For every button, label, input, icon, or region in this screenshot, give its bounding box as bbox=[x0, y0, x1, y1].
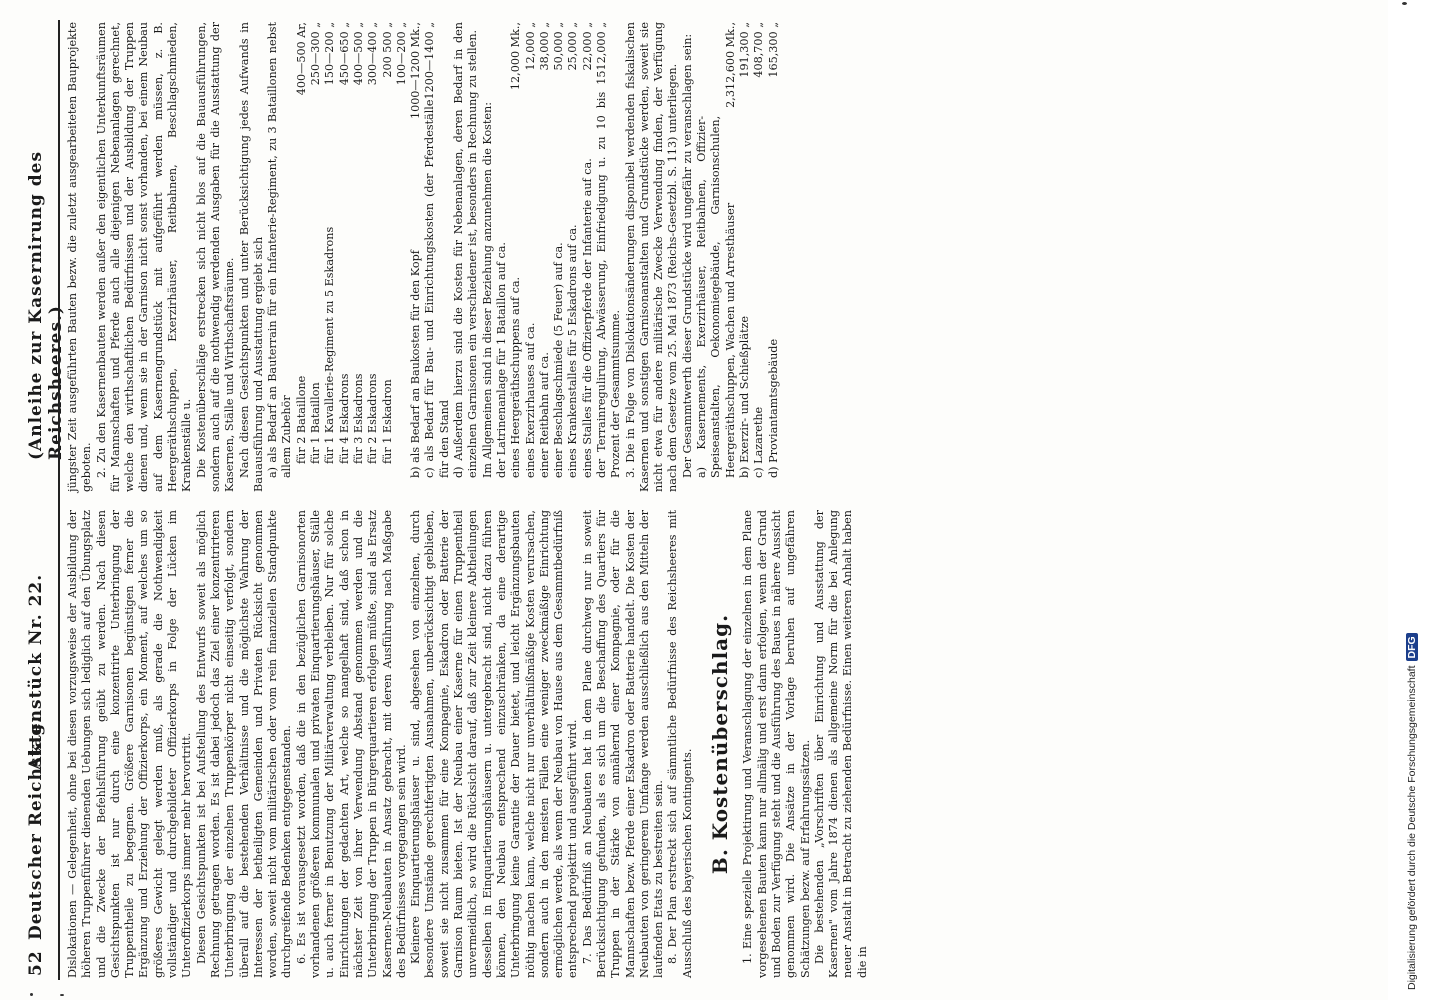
paragraph: Kleinere Einquartierungshäuser u. sind, abgesehen von einzelnen, durch besondere Umstände gerechtfertigten Ausnahmen, unberücksichtigt geblieben, soweit sie nicht zusammen für eine Kompagnie, Eskadron oder Batterie der Garnison Raum bieten. Ist der Neubau einer Kaserne für einen Truppentheil unvermeidlich, so wird die Rücksicht darauf, daß zur Zeit kleinere Abtheilungen desselben in Einquartierungshäusern u. untergebracht sind, nicht dazu führen können, den Neubau entsprechend einzuschränken, da eine derartige Unterbringung keine Garantie der Dauer bietet, und leicht Ergänzungsbauten nöthig machen kann, welche nicht nur unverhältnißmäßige Kosten verursachen, sondern auch in den meisten Fällen eine weniger zweckmäßige Einrichtung ermöglichen werde, als wenn der Neubau von Hause aus dem Gesammtbedürfniß entsprechend projektirt und ausgeführt wird. bbox=[409, 510, 580, 978]
paragraph: jüngster Zeit ausgeführten Bauten bezw. die zuletzt ausgearbeiteten Bauprojekte geboten. bbox=[66, 22, 94, 492]
row-label: d) Proviantamtsgebäude bbox=[766, 338, 780, 478]
row-value: 22,000 „ bbox=[580, 22, 594, 71]
list-intro: der Latrinenanlage für 1 Bataillon auf ca. bbox=[494, 242, 508, 478]
value-list bbox=[695, 22, 781, 492]
row-value: 300—400 „ bbox=[366, 22, 380, 86]
paragraph: Die Kostenüberschläge erstrecken sich nicht blos auf die Bauausführungen, sondern auch auf die nothwendig werdenden Ausgaben für die Ausstattung der Kasernen, Ställe und Wirthschaftsräume. bbox=[194, 22, 237, 492]
paragraph: Die bestehenden „Vorschriften über Einrichtung und Ausstattung der Kasernen" vom Jahre 1874 dienen als allgemeine Norm für die bei Anlegung neuer Anstalt in Betracht zu ziehenden Bedürfnisse. Einen weiteren Anhalt haben die in bbox=[812, 510, 869, 978]
row-label: für 1 Eskadron bbox=[380, 379, 394, 464]
list-item bbox=[595, 22, 624, 478]
row-value: 191,300 „ bbox=[737, 22, 751, 78]
list-item bbox=[524, 22, 538, 478]
row-label: b) Exerzir- und Schießplätze bbox=[737, 315, 751, 478]
row-value: 12,000 Mk., bbox=[509, 22, 523, 91]
row-label: für 2 Eskadrons bbox=[366, 373, 380, 464]
sidebar-credit-text: Digitalisierung gefördert durch die Deutsche Forschungsgemeinschaft bbox=[1406, 665, 1418, 990]
header-subject: (Anleihe zur Kasernirung des Reichsheeres.) bbox=[26, 150, 66, 460]
row-label: b) als Bedarf an Baukosten für den Kopf bbox=[409, 250, 423, 478]
row-value: 50,000 „ bbox=[552, 22, 566, 71]
item-d: d) Außerdem hierzu sind die Kosten für Nebenanlagen, deren Bedarf in den einzelnen Garnisonen ein verschiedener ist, besonders in Rechnung zu stellen. bbox=[452, 22, 480, 478]
item-b bbox=[409, 22, 423, 492]
scan-speck bbox=[60, 994, 64, 996]
paragraph: 7. Das Bedürfniß an Neubauten hat in dem Plane durchweg nur in soweit Berücksichtigung gefunden, als es sich um die Beschaffung des Quartiers für Truppen in der Stärke von annähernd einer Kompagnie, oder für die Mannschaften bezw. Pferde einer Eskadron oder Batterie handelt. Die Kosten der Neubauten von geringerem Umfange werden ausschließlich aus den Mitteln der laufenden Etats zu bestreiten sein. bbox=[580, 510, 666, 978]
row-label: eines Krankenstalles für 5 Eskadrons auf ca. bbox=[566, 224, 580, 478]
page-header bbox=[20, 20, 66, 980]
list-item bbox=[695, 22, 738, 478]
paragraph: Im Allgemeinen sind in dieser Beziehung anzunehmen die Kosten: bbox=[480, 101, 494, 478]
paragraph: Nach diesen Gesichtspunkten und unter Berücksichtigung jedes Aufwands in Bauausführung und Ausstattung ergiebt sich bbox=[237, 22, 265, 492]
row-value: 12,000 „ bbox=[594, 22, 608, 71]
list-item bbox=[352, 22, 366, 464]
row-value: 12,000 „ bbox=[523, 22, 537, 71]
list-item bbox=[738, 22, 752, 478]
row-label: c) Lazarethe bbox=[752, 406, 766, 478]
row-label: a) Kasernements, Exerzirhäuser, Reitbahnen, Offizier-Speiseanstalten, Oekonomiegebäude, Garnisonschulen, Heergeräthschuppen, Wachen und Arresthäuser bbox=[695, 115, 737, 478]
list-item bbox=[581, 22, 595, 478]
row-value: 408,700 „ bbox=[752, 22, 766, 78]
section-heading: B. Kostenüberschlag. bbox=[708, 613, 733, 875]
row-label: für 2 Bataillone bbox=[294, 375, 308, 464]
header-rule bbox=[58, 20, 60, 980]
row-value: 250—300 „ bbox=[309, 22, 323, 86]
row-value: 400—500 „ bbox=[351, 22, 365, 86]
row-value: 165,300 „ bbox=[766, 22, 780, 78]
row-value: 200 500 „ bbox=[380, 22, 394, 78]
row-label: für 4 Eskadrons bbox=[337, 373, 351, 464]
paragraph: 3. Die in Folge von Dislokationsänderungen disponibel werdenden fiskalischen Kasernen und sonstigen Garnisonanstalten und Grundstücke werden, soweit sie nicht etwa für andere militärische Zwecke Verwendung finden, der Verfügung nach dem Gesetze vom 25. Mai 1873 (Reichs-Gesetzbl. S. 113) unterliegen. bbox=[623, 22, 680, 492]
row-label: einer Beschlagschmiede (5 Feuer) auf ca. bbox=[552, 242, 566, 478]
scan-speck bbox=[30, 993, 33, 996]
row-value: 450—650 „ bbox=[337, 22, 351, 86]
row-label: für 1 Kavallerie-Regiment zu 5 Eskadrons bbox=[323, 226, 337, 464]
paragraph: 1. Eine spezielle Projektirung und Veranschlagung der einzelnen in dem Plane vorgesehenen Bauten kann nur allmälig und erst dann erfolgen, wenn der Grund und Boden zur Verfügung steht und die Ausführung des Baues in nähere Aussicht genommen wird. Die Ansätze in der Vorlage beruhen auf ungefähren Schätzungen bezw. auf Erfahrungssätzen. bbox=[741, 510, 812, 978]
cost-list bbox=[509, 22, 623, 492]
paragraph: Diesen Gesichtspunkten ist bei Aufstellung des Entwurfs soweit als möglich Rechnung getragen worden. Es ist dabei jedoch das Ziel einer konzentrirteren Unterbringung der einzelnen Truppenkörper nicht einseitig verfolgt, sondern überall auf die bestehenden Verhältnisse und die möglichste Wahrung der Interessen der betheiligten Gemeinden und Privaten Rücksicht genommen worden, soweit nicht vom militärischen oder vom rein finanziellen Standpunkte durchgreifende Bedenken entgegenstanden. bbox=[194, 510, 294, 978]
row-value: 25,000 „ bbox=[566, 22, 580, 71]
list-item bbox=[323, 22, 337, 464]
row-value: 2,312,600 Mk., bbox=[723, 22, 737, 108]
row-label: eines Exerzirhauses auf ca. bbox=[523, 322, 537, 478]
row-value: 38,000 „ bbox=[537, 22, 551, 71]
item-a: a) als Bedarf an Bauterrain für ein Infanterie-Regiment, zu 3 Bataillonen nebst allem Zubehör bbox=[266, 22, 294, 478]
row-value: 1200—1400 „ bbox=[423, 22, 437, 100]
paragraph: 8. Der Plan erstreckt sich auf sämmtliche Bedürfnisse des Reichsheeres mit Ausschluß des bayerischen Kontingents. bbox=[666, 510, 694, 978]
row-label: eines Stalles für die Offizierpferde der Infanterie auf ca. bbox=[580, 158, 594, 478]
list-item bbox=[338, 22, 352, 464]
left-column bbox=[66, 510, 870, 978]
row-value: 400—500 Ar, bbox=[294, 22, 308, 96]
list-item bbox=[566, 22, 580, 478]
list-item bbox=[752, 22, 766, 478]
list-item bbox=[381, 22, 395, 464]
row-label: einer Reitbahn auf ca. bbox=[537, 352, 551, 478]
list-item bbox=[509, 22, 523, 478]
list-item bbox=[395, 22, 409, 464]
dfg-logo: DFG bbox=[1406, 633, 1418, 661]
row-value: 100—200 „ bbox=[394, 22, 408, 86]
paragraph: 2. Zu den Kasernenbauten werden außer den eigentlichen Unterkunftsräumen für Mannschaften und Pferde auch alle diejenigen Nebenanlagen gerechnet, welche den wirthschaftlichen Bedürfnissen und der Ausbildung der Truppen dienen und, wenn sie in der Garnison nicht sonst vorhanden, bei einem Neubau auf dem Kasernengrundstück mit aufgeführt werden müssen, z. B. Heergeräthschuppen, Exerzirhäuser, Reitbahnen, Beschlagschmieden, Krankenställe u. bbox=[94, 22, 194, 492]
list-item bbox=[295, 22, 309, 464]
terrain-list bbox=[295, 22, 409, 492]
scan-speck bbox=[1402, 2, 1407, 5]
item-c bbox=[423, 22, 452, 492]
sidebar-credit bbox=[1406, 633, 1418, 990]
list-item bbox=[366, 22, 380, 464]
row-label: der Terrainregulirung, Abwässerung, Einfriedigung u. zu 10 bis 15 Prozent der Gesammtsumme. bbox=[594, 70, 623, 478]
list-item bbox=[767, 22, 781, 478]
paragraph: Dislokationen — Gelegenheit, ohne bei diesen vorzugsweise der Ausbildung der höheren Truppenführer dienenden Uebungen sich lediglich auf den Übungsplatz und die Zwecke der Befehlsführung geübt zu werden. Nach diesen Gesichtspunkten ist nur durch eine konzentrirte Unterbringung der Truppentheile zu begegnen. Größere Garnisonen begünstigen ferner die Ergänzung und Erziehung der Offizierkorps, ein Moment, auf welches um so größeres Gewicht gelegt werden muß, als gerade die Nothwendigkeit vollständiger und durchgebildeter Offizierkorps in Folge der Lücken im Unteroffizierkorps immer mehr hervortritt. bbox=[66, 510, 194, 978]
list-item bbox=[552, 22, 566, 478]
paragraph: Der Gesammtwerth dieser Grundstücke wird ungefähr zu veranschlagen sein: bbox=[680, 33, 694, 478]
list-item bbox=[309, 22, 323, 464]
row-label: für 1 Bataillon bbox=[309, 382, 323, 464]
row-label: für 3 Eskadrons bbox=[351, 373, 365, 464]
right-column bbox=[66, 22, 781, 492]
row-label: c) als Bedarf für Bau- und Einrichtungskosten (der Pferdeställe für den Stand bbox=[423, 99, 451, 478]
row-value: 150—200 „ bbox=[323, 22, 337, 86]
header-piece: Aktenstück Nr. 22. bbox=[26, 573, 46, 770]
row-label: eines Heergeräthschuppens auf ca. bbox=[509, 276, 523, 478]
paragraph: 6. Es ist vorausgesetzt worden, daß die in den bezüglichen Garnisonorten vorhandenen größeren kommunalen und privaten Einquartierungshäuser, Ställe u. auch ferner in Benutzung der Militärverwaltung verbleiben. Nur für solche Einrichtungen der gedachten Art, welche so mangelhaft sind, daß schon in nächster Zeit von ihrer Verwendung Abstand genommen werden und die Unterbringung der Truppen in Bürgerquartieren erfolgen müßte, sind als Ersatz Kasernen-Neubauten in Ansatz gebracht, mit deren Ausführung nach Maßgabe des Bedürfnisses vorgegangen sein wird. bbox=[294, 510, 408, 978]
list-item bbox=[538, 22, 552, 478]
header-title: Deutscher Reichstag. bbox=[26, 715, 46, 940]
row-value: 1000—1200 Mk., bbox=[409, 22, 423, 120]
page-number: 52 bbox=[26, 950, 46, 976]
